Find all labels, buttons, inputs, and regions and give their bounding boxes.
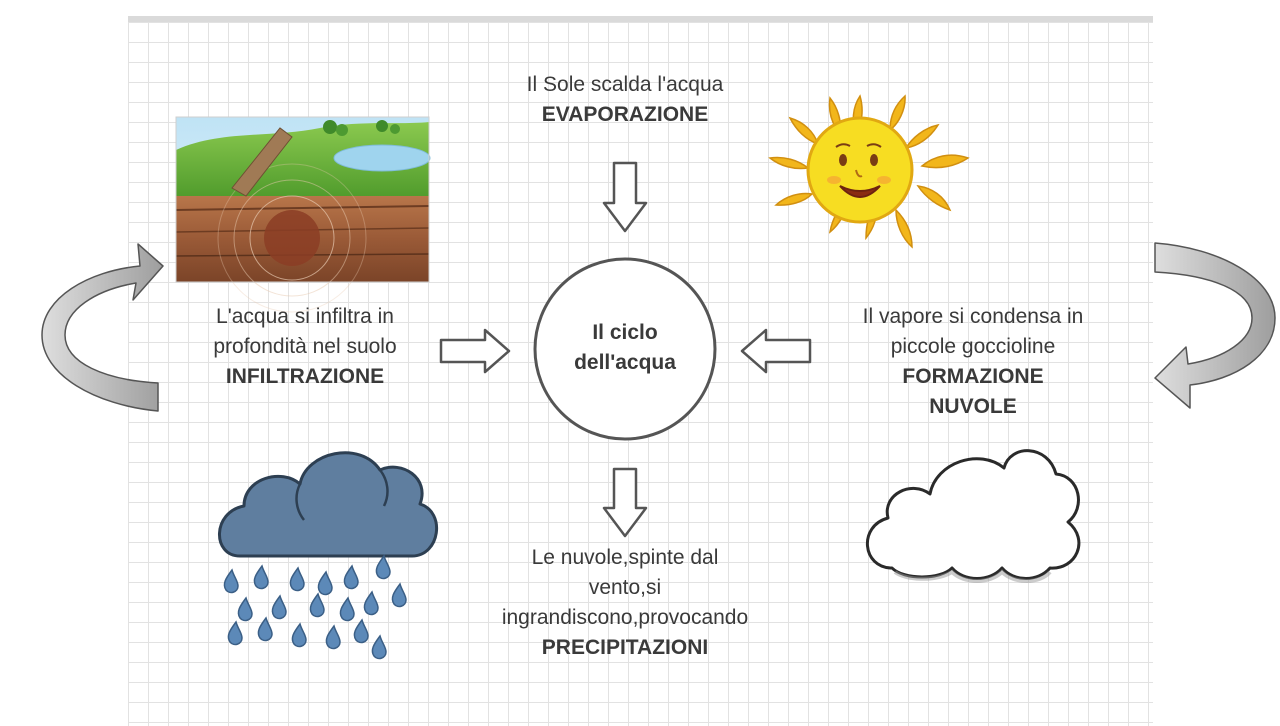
evaporation-text bbox=[470, 70, 780, 130]
cloud-icon bbox=[867, 451, 1079, 581]
soil-infiltration-illustration bbox=[176, 117, 430, 312]
precipitation-title: PRECIPITAZIONI bbox=[541, 636, 709, 659]
arrow-down-bottom bbox=[604, 469, 646, 536]
center-title bbox=[536, 258, 714, 438]
condensation-title-1: FORMAZIONE bbox=[902, 365, 1044, 388]
arrow-down-top bbox=[604, 163, 646, 231]
condensation-description-1: Il vapore si condensa in bbox=[862, 305, 1084, 328]
condensation-description-2: piccole goccioline bbox=[890, 335, 1056, 358]
curved-arrow-left bbox=[42, 244, 163, 411]
infiltration-text bbox=[160, 302, 450, 392]
rain-cloud-icon bbox=[219, 453, 436, 659]
infiltration-description-1: L'acqua si infiltra in bbox=[216, 305, 394, 328]
condensation-text bbox=[820, 302, 1126, 422]
infiltration-description-2: profondità nel suolo bbox=[213, 335, 397, 358]
center-title-line-1: Il ciclo bbox=[592, 321, 658, 344]
sun-icon bbox=[770, 96, 968, 247]
arrow-left-right bbox=[742, 330, 810, 372]
evaporation-title: EVAPORAZIONE bbox=[541, 103, 709, 126]
center-title-line-2: dell'acqua bbox=[574, 351, 676, 374]
curved-arrow-right bbox=[1155, 243, 1275, 408]
precipitation-description-2: vento,si bbox=[588, 576, 662, 599]
precipitation-description-3: ingrandiscono,provocando bbox=[501, 606, 749, 629]
infiltration-title: INFILTRAZIONE bbox=[225, 365, 385, 388]
arrow-right-left bbox=[441, 330, 509, 372]
precipitation-text bbox=[470, 543, 780, 663]
evaporation-description: Il Sole scalda l'acqua bbox=[526, 73, 724, 96]
condensation-title-2: NUVOLE bbox=[929, 395, 1017, 418]
precipitation-description-1: Le nuvole,spinte dal bbox=[531, 546, 719, 569]
